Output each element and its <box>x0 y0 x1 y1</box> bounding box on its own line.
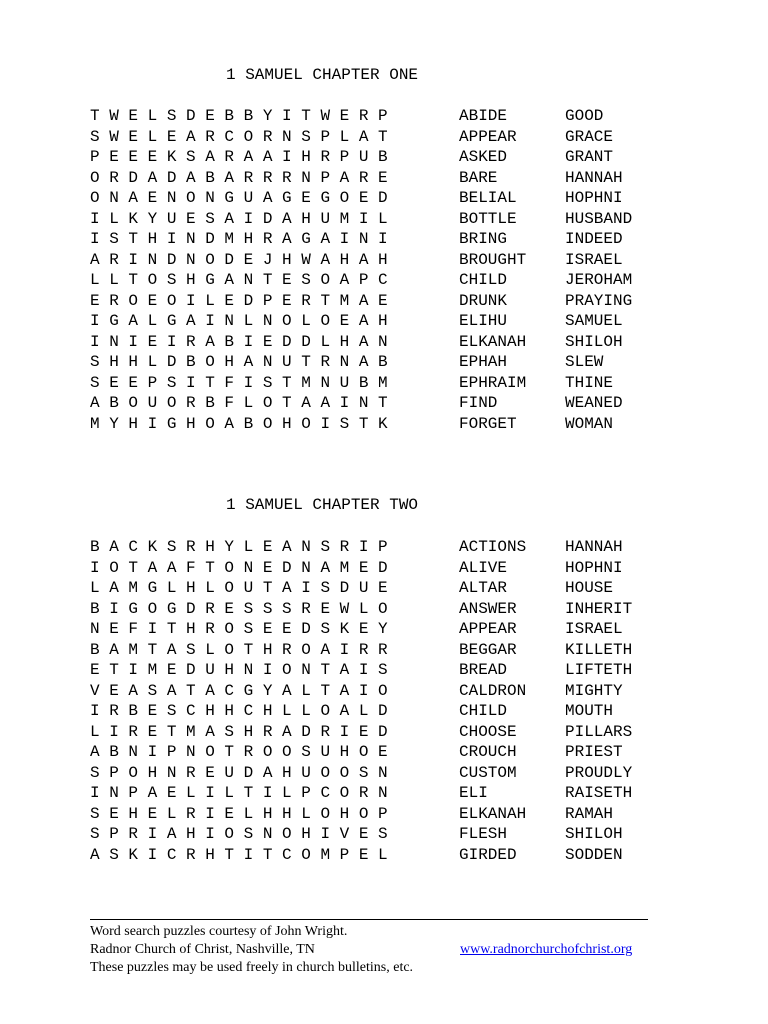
footer-usage-note: These puzzles may be used freely in church bulletins, etc. <box>90 960 414 975</box>
word-list-item: EPHAH <box>459 353 508 371</box>
word-list-item: HOPHNI <box>565 558 623 577</box>
word-list-item: ELI <box>459 784 488 802</box>
word-list-item: HUSBAND <box>565 209 633 228</box>
word-list-item: JEROHAM <box>565 271 633 289</box>
footer-credit: Word search puzzles courtesy of John Wright. <box>90 924 348 939</box>
word-list-item: ISRAEL <box>565 620 623 638</box>
word-list-item: CALDRON <box>459 681 527 700</box>
grid-row: M Y H I G H O A B O H O I S T K <box>90 414 388 433</box>
grid-row: L A M G L H L O U T A I S D U E <box>90 579 388 597</box>
word-list-item: GOOD <box>565 107 604 125</box>
word-list-item: RAMAH <box>565 804 614 823</box>
word-list-item: SODDEN <box>565 845 623 864</box>
word-list-item: LIFTETH <box>565 661 633 679</box>
word-list-item: SHILOH <box>565 825 623 843</box>
grid-row: A B O U O R B F L O T A A I N T <box>90 394 388 412</box>
grid-row: L I R E T M A S H R A D R I E D <box>90 722 388 741</box>
word-list-item: EPHRAIM <box>459 373 527 392</box>
word-list-item: SAMUEL <box>565 312 623 330</box>
grid-row: E R O E O I L E D P E R T M A E <box>90 291 388 310</box>
word-list-item: MIGHTY <box>565 681 623 700</box>
word-list-item: ELIHU <box>459 312 508 330</box>
word-list-item: GRANT <box>565 148 614 166</box>
word-list-item: HOPHNI <box>565 189 623 207</box>
word-list-item: CHILD <box>459 271 508 289</box>
grid-row: I G A L G A I N L N O L O E A H <box>90 312 388 330</box>
word-list-item: SLEW <box>565 353 604 371</box>
grid-row: S E H E L R I E L H H L O H O P <box>90 804 388 823</box>
grid-row: O N A E N O N G U A G E G O E D <box>90 189 388 207</box>
word-list-item: FIND <box>459 394 498 412</box>
word-list-item: APPEAR <box>459 127 517 146</box>
grid-row: S E E P S I T F I S T M N U B M <box>90 373 388 392</box>
word-list-item: ELKANAH <box>459 332 527 351</box>
footer-divider <box>90 919 648 920</box>
word-list-item: THINE <box>565 373 614 392</box>
grid-row: S H H L D B O H A N U T R N A B <box>90 353 388 371</box>
grid-row: A S K I C R H T I T C O M P E L <box>90 845 388 864</box>
grid-row: O R D A D A B A R R R N P A R E <box>90 168 388 187</box>
word-list-item: BOTTLE <box>459 209 517 228</box>
word-list-item: PILLARS <box>565 722 633 741</box>
word-list-item: BELIAL <box>459 189 517 207</box>
word-list-item: GIRDED <box>459 845 517 864</box>
word-list-item: INDEED <box>565 230 623 248</box>
word-list-item: FORGET <box>459 414 517 433</box>
puzzle-2-word-list-col1 <box>459 537 526 865</box>
word-list-item: ABIDE <box>459 107 508 125</box>
word-list-item: PRAYING <box>565 291 633 310</box>
word-list-item: INHERIT <box>565 599 633 618</box>
word-list-item: ELKANAH <box>459 804 527 823</box>
grid-row: I R B E S C H H C H L L O A L D <box>90 702 388 720</box>
word-list-item: BROUGHT <box>459 250 527 269</box>
grid-row: I L K Y U E S A I D A H U M I L <box>90 209 388 228</box>
grid-row: V E A S A T A C G Y A L T A I O <box>90 681 388 700</box>
word-list-item: HANNAH <box>565 538 623 556</box>
word-list-item: ASKED <box>459 148 508 166</box>
word-list-item: CROUCH <box>459 743 517 761</box>
word-list-item: SHILOH <box>565 332 623 351</box>
grid-row: S W E L E A R C O R N S P L A T <box>90 127 388 146</box>
grid-row: T W E L S D E B B Y I T W E R P <box>90 107 388 125</box>
grid-row: N E F I T H R O S E E D S K E Y <box>90 620 388 638</box>
word-list-item: WOMAN <box>565 414 614 433</box>
word-list-item: BEGGAR <box>459 640 517 659</box>
grid-row: S P R I A H I O S N O H I V E S <box>90 825 388 843</box>
grid-row: B I G O G D R E S S S R E W L O <box>90 599 388 618</box>
grid-row: E T I M E D U H N I O N T A I S <box>90 661 388 679</box>
word-list-item: PRIEST <box>565 743 623 761</box>
word-list-item: BRING <box>459 230 508 248</box>
word-list-item: MOUTH <box>565 702 614 720</box>
puzzle-1-word-list-col2 <box>565 106 632 434</box>
word-list-item: HANNAH <box>565 168 623 187</box>
word-list-item: APPEAR <box>459 620 517 638</box>
word-list-item: FLESH <box>459 825 508 843</box>
puzzle-1-grid <box>90 106 388 434</box>
word-list-item: BREAD <box>459 661 508 679</box>
grid-row: A B N I P N O T R O O S U H O E <box>90 743 388 761</box>
grid-row: I S T H I N D M H R A G A I N I <box>90 230 388 248</box>
grid-row: I N P A E L I L T I L P C O R N <box>90 784 388 802</box>
word-list-item: ACTIONS <box>459 538 527 556</box>
grid-row: I O T A A F T O N E D N A M E D <box>90 558 388 577</box>
puzzle-2-word-list-col2 <box>565 537 632 865</box>
puzzle-1-word-list-col1 <box>459 106 526 434</box>
word-list-item: BARE <box>459 168 498 187</box>
word-list-item: CHILD <box>459 702 508 720</box>
grid-row: B A M T A S L O T H R O A I R R <box>90 640 388 659</box>
grid-row: L L T O S H G A N T E S O A P C <box>90 271 388 289</box>
puzzle-2-title: 1 SAMUEL CHAPTER TWO <box>226 496 419 514</box>
puzzle-2-grid <box>90 537 388 865</box>
grid-row: B A C K S R H Y L E A N S R I P <box>90 538 388 556</box>
word-list-item: RAISETH <box>565 784 633 802</box>
word-list-item: ALIVE <box>459 558 508 577</box>
church-website-link[interactable]: www.radnorchurchofchrist.org <box>460 942 633 957</box>
word-list-item: WEANED <box>565 394 623 412</box>
word-list-item: CHOOSE <box>459 722 517 741</box>
word-list-item: HOUSE <box>565 579 614 597</box>
word-list-item: ISRAEL <box>565 250 623 269</box>
word-list-item: DRUNK <box>459 291 508 310</box>
word-list-item: KILLETH <box>565 640 633 659</box>
grid-row: S P O H N R E U D A H U O O S N <box>90 763 388 782</box>
grid-row: A R I N D N O D E J H W A H A H <box>90 250 388 269</box>
word-list-item: GRACE <box>565 127 614 146</box>
puzzle-1-title: 1 SAMUEL CHAPTER ONE <box>226 66 419 84</box>
word-list-item: ALTAR <box>459 579 508 597</box>
word-list-item: PROUDLY <box>565 763 633 782</box>
word-list-item: ANSWER <box>459 599 517 618</box>
grid-row: I N I E I R A B I E D D L H A N <box>90 332 388 351</box>
word-list-item: CUSTOM <box>459 763 517 782</box>
grid-row: P E E E K S A R A A I H R P U B <box>90 148 388 166</box>
footer-church: Radnor Church of Christ, Nashville, TN <box>90 942 315 957</box>
